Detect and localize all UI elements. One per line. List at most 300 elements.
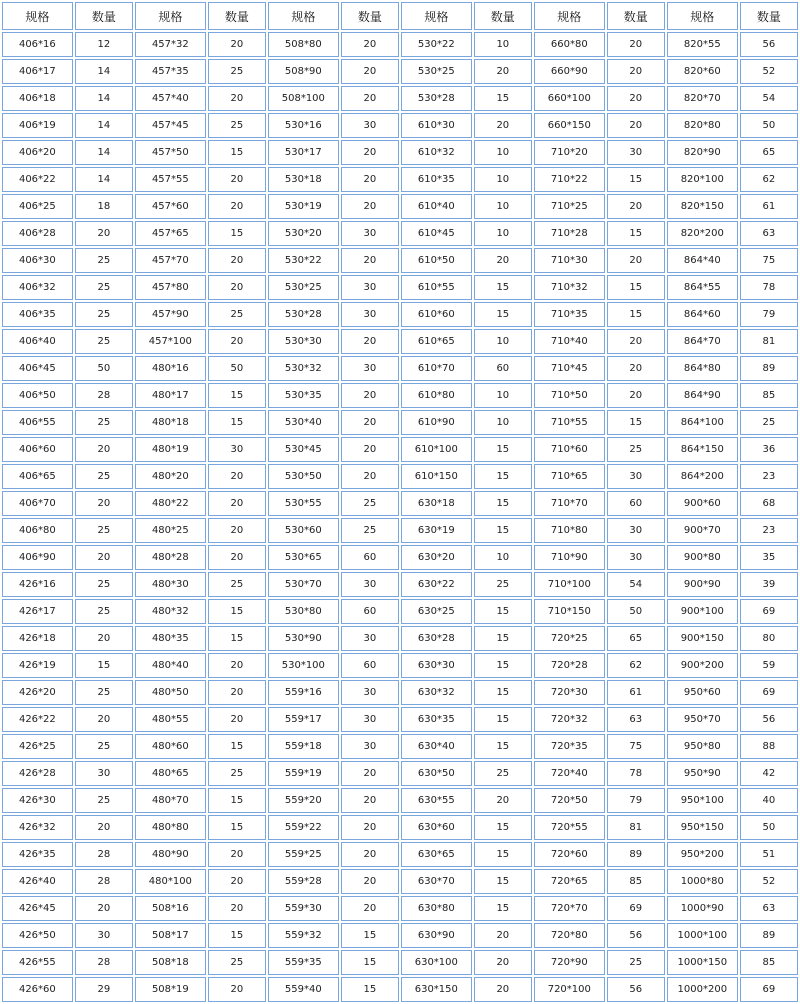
qty-cell: 25 bbox=[208, 113, 266, 138]
spec-cell: 480*19 bbox=[135, 437, 206, 462]
qty-cell: 60 bbox=[341, 653, 399, 678]
qty-cell: 20 bbox=[341, 788, 399, 813]
qty-cell: 25 bbox=[474, 572, 532, 597]
qty-cell: 15 bbox=[607, 221, 665, 246]
table-row bbox=[2, 32, 798, 57]
qty-cell: 20 bbox=[474, 950, 532, 975]
spec-cell: 530*18 bbox=[268, 167, 339, 192]
spec-cell: 406*70 bbox=[2, 491, 73, 516]
spec-cell: 406*16 bbox=[2, 32, 73, 57]
spec-cell: 710*55 bbox=[534, 410, 605, 435]
qty-cell: 20 bbox=[607, 194, 665, 219]
qty-cell: 60 bbox=[474, 356, 532, 381]
spec-cell: 406*19 bbox=[2, 113, 73, 138]
spec-cell: 710*90 bbox=[534, 545, 605, 570]
spec-cell: 406*55 bbox=[2, 410, 73, 435]
spec-cell: 630*18 bbox=[401, 491, 472, 516]
spec-cell: 426*28 bbox=[2, 761, 73, 786]
spec-cell: 630*90 bbox=[401, 923, 472, 948]
spec-cell: 406*60 bbox=[2, 437, 73, 462]
qty-cell: 15 bbox=[208, 383, 266, 408]
spec-cell: 950*60 bbox=[667, 680, 738, 705]
spec-cell: 720*28 bbox=[534, 653, 605, 678]
spec-cell: 457*70 bbox=[135, 248, 206, 273]
table-row bbox=[2, 518, 798, 543]
spec-cell: 660*150 bbox=[534, 113, 605, 138]
qty-cell: 10 bbox=[474, 32, 532, 57]
header-qty: 数量 bbox=[208, 2, 266, 30]
qty-cell: 30 bbox=[75, 923, 133, 948]
qty-cell: 15 bbox=[474, 653, 532, 678]
table-row bbox=[2, 572, 798, 597]
qty-cell: 65 bbox=[607, 626, 665, 651]
spec-cell: 508*80 bbox=[268, 32, 339, 57]
header-spec: 规格 bbox=[268, 2, 339, 30]
spec-cell: 900*70 bbox=[667, 518, 738, 543]
qty-cell: 56 bbox=[740, 707, 798, 732]
qty-cell: 25 bbox=[208, 302, 266, 327]
spec-cell: 710*100 bbox=[534, 572, 605, 597]
spec-cell: 559*28 bbox=[268, 869, 339, 894]
table-row bbox=[2, 464, 798, 489]
qty-cell: 89 bbox=[740, 356, 798, 381]
qty-cell: 15 bbox=[474, 302, 532, 327]
spec-cell: 820*70 bbox=[667, 86, 738, 111]
spec-cell: 820*100 bbox=[667, 167, 738, 192]
spec-cell: 480*25 bbox=[135, 518, 206, 543]
qty-cell: 20 bbox=[474, 248, 532, 273]
qty-cell: 20 bbox=[341, 464, 399, 489]
spec-cell: 426*18 bbox=[2, 626, 73, 651]
spec-cell: 530*17 bbox=[268, 140, 339, 165]
qty-cell: 61 bbox=[740, 194, 798, 219]
spec-cell: 480*65 bbox=[135, 761, 206, 786]
spec-cell: 530*22 bbox=[268, 248, 339, 273]
spec-cell: 406*50 bbox=[2, 383, 73, 408]
spec-cell: 710*30 bbox=[534, 248, 605, 273]
qty-cell: 14 bbox=[75, 140, 133, 165]
table-row bbox=[2, 86, 798, 111]
qty-cell: 80 bbox=[740, 626, 798, 651]
qty-cell: 56 bbox=[740, 32, 798, 57]
qty-cell: 28 bbox=[75, 383, 133, 408]
spec-cell: 900*150 bbox=[667, 626, 738, 651]
spec-cell: 660*90 bbox=[534, 59, 605, 84]
qty-cell: 62 bbox=[740, 167, 798, 192]
qty-cell: 30 bbox=[341, 572, 399, 597]
table-row bbox=[2, 437, 798, 462]
spec-cell: 820*150 bbox=[667, 194, 738, 219]
spec-cell: 426*25 bbox=[2, 734, 73, 759]
qty-cell: 89 bbox=[607, 842, 665, 867]
table-row bbox=[2, 896, 798, 921]
spec-cell: 406*32 bbox=[2, 275, 73, 300]
table-row bbox=[2, 680, 798, 705]
qty-cell: 20 bbox=[607, 113, 665, 138]
spec-cell: 610*100 bbox=[401, 437, 472, 462]
qty-cell: 15 bbox=[208, 221, 266, 246]
qty-cell: 30 bbox=[341, 275, 399, 300]
spec-cell: 480*17 bbox=[135, 383, 206, 408]
header-spec: 规格 bbox=[135, 2, 206, 30]
spec-cell: 426*35 bbox=[2, 842, 73, 867]
spec-cell: 406*90 bbox=[2, 545, 73, 570]
spec-cell: 559*30 bbox=[268, 896, 339, 921]
spec-cell: 457*32 bbox=[135, 32, 206, 57]
qty-cell: 25 bbox=[75, 680, 133, 705]
qty-cell: 20 bbox=[607, 248, 665, 273]
qty-cell: 20 bbox=[474, 59, 532, 84]
spec-cell: 480*20 bbox=[135, 464, 206, 489]
qty-cell: 89 bbox=[740, 923, 798, 948]
qty-cell: 15 bbox=[474, 869, 532, 894]
qty-cell: 25 bbox=[75, 518, 133, 543]
spec-cell: 406*80 bbox=[2, 518, 73, 543]
spec-cell: 710*22 bbox=[534, 167, 605, 192]
spec-cell: 720*70 bbox=[534, 896, 605, 921]
qty-cell: 20 bbox=[341, 761, 399, 786]
spec-cell: 864*80 bbox=[667, 356, 738, 381]
table-row bbox=[2, 545, 798, 570]
spec-cell: 480*90 bbox=[135, 842, 206, 867]
spec-cell: 710*50 bbox=[534, 383, 605, 408]
spec-cell: 710*60 bbox=[534, 437, 605, 462]
spec-cell: 457*35 bbox=[135, 59, 206, 84]
qty-cell: 36 bbox=[740, 437, 798, 462]
qty-cell: 20 bbox=[341, 248, 399, 273]
spec-cell: 710*35 bbox=[534, 302, 605, 327]
spec-cell: 559*32 bbox=[268, 923, 339, 948]
qty-cell: 20 bbox=[341, 167, 399, 192]
qty-cell: 20 bbox=[607, 59, 665, 84]
qty-cell: 10 bbox=[474, 410, 532, 435]
header-qty: 数量 bbox=[607, 2, 665, 30]
spec-cell: 710*150 bbox=[534, 599, 605, 624]
spec-cell: 406*18 bbox=[2, 86, 73, 111]
qty-cell: 20 bbox=[341, 194, 399, 219]
qty-cell: 15 bbox=[474, 707, 532, 732]
qty-cell: 25 bbox=[75, 410, 133, 435]
qty-cell: 20 bbox=[341, 815, 399, 840]
qty-cell: 20 bbox=[75, 896, 133, 921]
qty-cell: 15 bbox=[208, 626, 266, 651]
qty-cell: 25 bbox=[75, 788, 133, 813]
qty-cell: 25 bbox=[75, 329, 133, 354]
qty-cell: 15 bbox=[474, 680, 532, 705]
qty-cell: 20 bbox=[607, 86, 665, 111]
qty-cell: 65 bbox=[740, 140, 798, 165]
spec-cell: 630*28 bbox=[401, 626, 472, 651]
spec-cell: 508*90 bbox=[268, 59, 339, 84]
spec-cell: 406*30 bbox=[2, 248, 73, 273]
spec-cell: 660*80 bbox=[534, 32, 605, 57]
spec-cell: 457*100 bbox=[135, 329, 206, 354]
spec-cell: 426*30 bbox=[2, 788, 73, 813]
table-row bbox=[2, 761, 798, 786]
spec-cell: 530*90 bbox=[268, 626, 339, 651]
spec-cell: 1000*80 bbox=[667, 869, 738, 894]
qty-cell: 20 bbox=[208, 464, 266, 489]
qty-cell: 23 bbox=[740, 464, 798, 489]
qty-cell: 20 bbox=[75, 545, 133, 570]
qty-cell: 20 bbox=[341, 869, 399, 894]
qty-cell: 25 bbox=[75, 734, 133, 759]
qty-cell: 30 bbox=[607, 140, 665, 165]
table-row bbox=[2, 815, 798, 840]
spec-cell: 406*25 bbox=[2, 194, 73, 219]
spec-cell: 406*40 bbox=[2, 329, 73, 354]
spec-cell: 710*70 bbox=[534, 491, 605, 516]
spec-cell: 630*80 bbox=[401, 896, 472, 921]
spec-cell: 426*32 bbox=[2, 815, 73, 840]
spec-cell: 710*32 bbox=[534, 275, 605, 300]
qty-cell: 61 bbox=[607, 680, 665, 705]
qty-cell: 20 bbox=[341, 140, 399, 165]
spec-cell: 530*28 bbox=[268, 302, 339, 327]
qty-cell: 25 bbox=[341, 518, 399, 543]
header-spec: 规格 bbox=[2, 2, 73, 30]
spec-cell: 820*60 bbox=[667, 59, 738, 84]
qty-cell: 50 bbox=[740, 815, 798, 840]
table-row bbox=[2, 491, 798, 516]
spec-cell: 950*100 bbox=[667, 788, 738, 813]
qty-cell: 20 bbox=[75, 626, 133, 651]
qty-cell: 15 bbox=[474, 464, 532, 489]
qty-cell: 25 bbox=[208, 761, 266, 786]
spec-cell: 457*80 bbox=[135, 275, 206, 300]
spec-cell: 530*60 bbox=[268, 518, 339, 543]
spec-cell: 530*80 bbox=[268, 599, 339, 624]
spec-cell: 530*65 bbox=[268, 545, 339, 570]
qty-cell: 51 bbox=[740, 842, 798, 867]
spec-cell: 710*28 bbox=[534, 221, 605, 246]
qty-cell: 10 bbox=[474, 221, 532, 246]
qty-cell: 15 bbox=[474, 491, 532, 516]
spec-cell: 559*20 bbox=[268, 788, 339, 813]
header-qty: 数量 bbox=[740, 2, 798, 30]
table-row bbox=[2, 707, 798, 732]
spec-cell: 630*70 bbox=[401, 869, 472, 894]
spec-cell: 426*17 bbox=[2, 599, 73, 624]
table-row bbox=[2, 302, 798, 327]
spec-cell: 559*18 bbox=[268, 734, 339, 759]
qty-cell: 20 bbox=[75, 491, 133, 516]
spec-cell: 660*100 bbox=[534, 86, 605, 111]
qty-cell: 63 bbox=[740, 896, 798, 921]
qty-cell: 20 bbox=[474, 788, 532, 813]
spec-cell: 610*70 bbox=[401, 356, 472, 381]
qty-cell: 25 bbox=[75, 599, 133, 624]
qty-cell: 20 bbox=[341, 842, 399, 867]
qty-cell: 15 bbox=[474, 734, 532, 759]
spec-cell: 530*100 bbox=[268, 653, 339, 678]
spec-cell: 610*90 bbox=[401, 410, 472, 435]
qty-cell: 20 bbox=[208, 248, 266, 273]
spec-cell: 630*35 bbox=[401, 707, 472, 732]
qty-cell: 20 bbox=[208, 329, 266, 354]
qty-cell: 79 bbox=[607, 788, 665, 813]
qty-cell: 30 bbox=[341, 113, 399, 138]
qty-cell: 85 bbox=[740, 383, 798, 408]
spec-cell: 950*150 bbox=[667, 815, 738, 840]
qty-cell: 30 bbox=[341, 221, 399, 246]
spec-cell: 710*80 bbox=[534, 518, 605, 543]
spec-cell: 530*25 bbox=[401, 59, 472, 84]
spec-cell: 457*50 bbox=[135, 140, 206, 165]
spec-cell: 864*55 bbox=[667, 275, 738, 300]
spec-cell: 480*35 bbox=[135, 626, 206, 651]
spec-cell: 610*40 bbox=[401, 194, 472, 219]
spec-cell: 426*60 bbox=[2, 977, 73, 1002]
qty-cell: 40 bbox=[740, 788, 798, 813]
spec-cell: 864*150 bbox=[667, 437, 738, 462]
spec-cell: 720*25 bbox=[534, 626, 605, 651]
qty-cell: 20 bbox=[75, 707, 133, 732]
qty-cell: 20 bbox=[208, 842, 266, 867]
spec-cell: 900*200 bbox=[667, 653, 738, 678]
spec-cell: 710*65 bbox=[534, 464, 605, 489]
qty-cell: 30 bbox=[341, 707, 399, 732]
spec-cell: 480*60 bbox=[135, 734, 206, 759]
qty-cell: 25 bbox=[75, 248, 133, 273]
spec-cell: 720*60 bbox=[534, 842, 605, 867]
spec-cell: 630*40 bbox=[401, 734, 472, 759]
qty-cell: 15 bbox=[474, 626, 532, 651]
spec-cell: 508*19 bbox=[135, 977, 206, 1002]
qty-cell: 15 bbox=[208, 410, 266, 435]
qty-cell: 10 bbox=[474, 194, 532, 219]
qty-cell: 20 bbox=[474, 977, 532, 1002]
spec-cell: 950*70 bbox=[667, 707, 738, 732]
spec-cell: 630*25 bbox=[401, 599, 472, 624]
spec-cell: 630*22 bbox=[401, 572, 472, 597]
spec-cell: 426*19 bbox=[2, 653, 73, 678]
spec-cell: 720*35 bbox=[534, 734, 605, 759]
spec-cell: 457*90 bbox=[135, 302, 206, 327]
qty-cell: 15 bbox=[474, 599, 532, 624]
qty-cell: 15 bbox=[75, 653, 133, 678]
spec-cell: 630*30 bbox=[401, 653, 472, 678]
spec-cell: 630*65 bbox=[401, 842, 472, 867]
qty-cell: 20 bbox=[208, 518, 266, 543]
qty-cell: 15 bbox=[208, 599, 266, 624]
spec-cell: 720*65 bbox=[534, 869, 605, 894]
table-row bbox=[2, 869, 798, 894]
table-row bbox=[2, 275, 798, 300]
spec-cell: 720*30 bbox=[534, 680, 605, 705]
spec-cell: 720*40 bbox=[534, 761, 605, 786]
spec-cell: 610*55 bbox=[401, 275, 472, 300]
qty-cell: 30 bbox=[341, 356, 399, 381]
qty-cell: 50 bbox=[208, 356, 266, 381]
table-row bbox=[2, 626, 798, 651]
spec-cell: 406*35 bbox=[2, 302, 73, 327]
qty-cell: 60 bbox=[341, 599, 399, 624]
qty-cell: 30 bbox=[208, 437, 266, 462]
qty-cell: 50 bbox=[607, 599, 665, 624]
spec-cell: 630*150 bbox=[401, 977, 472, 1002]
spec-cell: 864*40 bbox=[667, 248, 738, 273]
qty-cell: 20 bbox=[75, 437, 133, 462]
spec-cell: 457*55 bbox=[135, 167, 206, 192]
table-row bbox=[2, 221, 798, 246]
qty-cell: 15 bbox=[341, 950, 399, 975]
table-row bbox=[2, 653, 798, 678]
qty-cell: 78 bbox=[607, 761, 665, 786]
spec-cell: 480*18 bbox=[135, 410, 206, 435]
qty-cell: 15 bbox=[474, 275, 532, 300]
qty-cell: 60 bbox=[607, 491, 665, 516]
spec-cell: 530*22 bbox=[401, 32, 472, 57]
spec-cell: 950*200 bbox=[667, 842, 738, 867]
spec-cell: 610*45 bbox=[401, 221, 472, 246]
header-spec: 规格 bbox=[401, 2, 472, 30]
spec-cell: 630*100 bbox=[401, 950, 472, 975]
table-row bbox=[2, 194, 798, 219]
qty-cell: 15 bbox=[607, 167, 665, 192]
qty-cell: 20 bbox=[208, 32, 266, 57]
qty-cell: 62 bbox=[607, 653, 665, 678]
spec-cell: 820*200 bbox=[667, 221, 738, 246]
spec-cell: 864*200 bbox=[667, 464, 738, 489]
qty-cell: 35 bbox=[740, 545, 798, 570]
qty-cell: 85 bbox=[607, 869, 665, 894]
qty-cell: 63 bbox=[607, 707, 665, 732]
spec-cell: 480*100 bbox=[135, 869, 206, 894]
spec-cell: 559*17 bbox=[268, 707, 339, 732]
spec-cell: 950*90 bbox=[667, 761, 738, 786]
spec-cell: 864*60 bbox=[667, 302, 738, 327]
spec-cell: 630*55 bbox=[401, 788, 472, 813]
qty-cell: 60 bbox=[341, 545, 399, 570]
spec-cell: 1000*150 bbox=[667, 950, 738, 975]
spec-cell: 864*70 bbox=[667, 329, 738, 354]
qty-cell: 15 bbox=[341, 977, 399, 1002]
spec-cell: 530*28 bbox=[401, 86, 472, 111]
spec-cell: 426*40 bbox=[2, 869, 73, 894]
qty-cell: 20 bbox=[341, 437, 399, 462]
spec-cell: 530*55 bbox=[268, 491, 339, 516]
qty-cell: 52 bbox=[740, 869, 798, 894]
table-row bbox=[2, 788, 798, 813]
qty-cell: 20 bbox=[341, 329, 399, 354]
qty-cell: 30 bbox=[607, 545, 665, 570]
qty-cell: 15 bbox=[208, 734, 266, 759]
header-spec: 规格 bbox=[667, 2, 738, 30]
header-row bbox=[2, 2, 798, 30]
spec-cell: 530*20 bbox=[268, 221, 339, 246]
spec-cell: 864*90 bbox=[667, 383, 738, 408]
qty-cell: 20 bbox=[208, 707, 266, 732]
spec-cell: 508*18 bbox=[135, 950, 206, 975]
spec-cell: 480*40 bbox=[135, 653, 206, 678]
table-body bbox=[2, 32, 798, 1002]
qty-cell: 15 bbox=[208, 815, 266, 840]
qty-cell: 88 bbox=[740, 734, 798, 759]
table-row bbox=[2, 383, 798, 408]
qty-cell: 29 bbox=[75, 977, 133, 1002]
spec-cell: 1000*90 bbox=[667, 896, 738, 921]
qty-cell: 69 bbox=[740, 977, 798, 1002]
spec-cell: 559*35 bbox=[268, 950, 339, 975]
spec-cell: 426*45 bbox=[2, 896, 73, 921]
spec-cell: 406*17 bbox=[2, 59, 73, 84]
spec-cell: 720*100 bbox=[534, 977, 605, 1002]
qty-cell: 15 bbox=[208, 788, 266, 813]
spec-cell: 530*32 bbox=[268, 356, 339, 381]
qty-cell: 15 bbox=[474, 86, 532, 111]
table-row bbox=[2, 410, 798, 435]
